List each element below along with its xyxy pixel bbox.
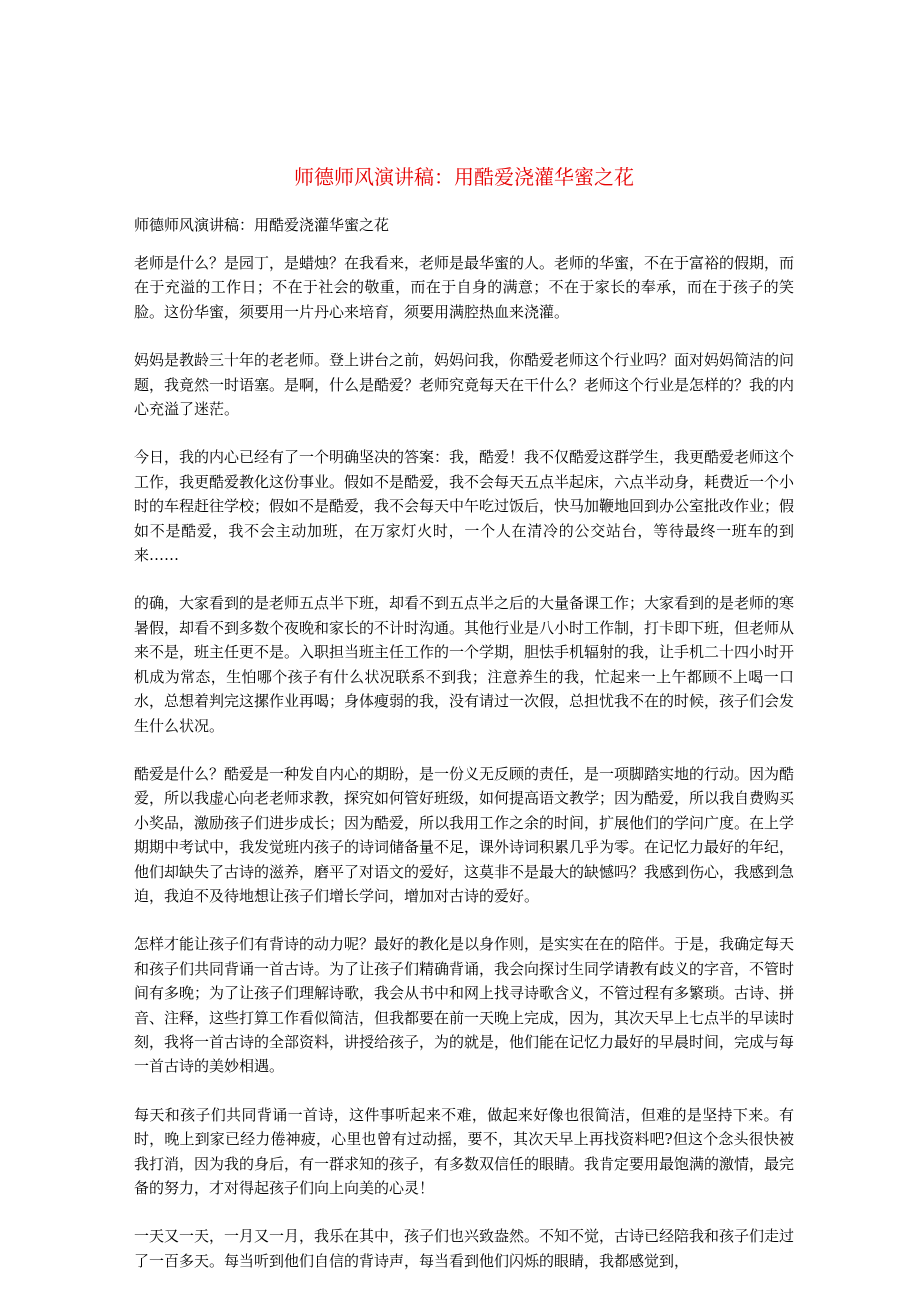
document-body <box>134 251 794 1297</box>
document-subtitle: 师德师风演讲稿：用酷爱浇灌华蜜之花 <box>134 216 390 234</box>
paragraph: 妈妈是教龄三十年的老老师。登上讲台之前，妈妈问我，你酷爱老师这个行业吗？面对妈妈简洁的问题，我竟然一时语塞。是啊，什么是酷爱？老师究竟每天在干什么？老师这个行业是怎样的？我的内心充溢了迷茫。 <box>134 351 795 419</box>
paragraph: 的确，大家看到的是老师五点半下班，却看不到五点半之后的大量备课工作；大家看到的是老师的寒暑假，却看不到多数个夜晚和家长的不计时沟通。其他行业是八小时工作制，打卡即下班，但老师从来不是，班主任更不是。入职担当班主任工作的一个学期，胆怯手机辐射的我，让手机二十四小时开机成为常态，生怕哪个孩子有什么状况联系不到我；注意养生的我，忙起来一上午都顾不上喝一口水，总想着判完这摞作业再喝；身体瘦弱的我，没有请过一次假，总担忧我不在的时候，孩子们会发生什么状况。 <box>134 594 795 735</box>
document-title: 师德师风演讲稿：用酷爱浇灌华蜜之花 <box>294 165 634 189</box>
paragraph: 酷爱是什么？酷爱是一种发自内心的期盼，是一份义无反顾的责任，是一项脚踏实地的行动。因为酷爱，所以我虚心向老老师求教，探究如何管好班级，如何提高语文教学；因为酷爱，所以我自费购买小奖品，激励孩子们进步成长；因为酷爱，所以我用工作之余的时间，扩展他们的学问广度。在上学期期中考试中，我发觉班内孩子的诗词储备量不足，课外诗词积累几乎为零。在记忆力最好的年纪，他们却缺失了古诗的滋养，磨平了对语文的爱好，这莫非不是最大的缺憾吗？我感到伤心，我感到急迫，我迫不及待地想让孩子们增长学问，增加对古诗的爱好。 <box>134 764 795 905</box>
paragraph: 怎样才能让孩子们有背诗的动力呢？最好的教化是以身作则，是实实在在的陪伴。于是，我确定每天和孩子们共同背诵一首古诗。为了让孩子们精确背诵，我会向探讨生同学请教有歧义的字音，不管时间有多晚；为了让孩子们理解诗歌，我会从书中和网上找寻诗歌含义，不管过程有多繁琐。古诗、拼音、注释，这些打算工作看似简洁，但我都要在前一天晚上完成，因为，其次天早上七点半的早读时刻，我将一首古诗的全部资料，讲授给孩子，为的就是，他们能在记忆力最好的早晨时间，完成与每一首古诗的美妙相遇。 <box>134 935 795 1076</box>
paragraph: 今日，我的内心已经有了一个明确坚决的答案：我，酷爱！我不仅酷爱这群学生，我更酷爱老师这个工作，我更酷爱教化这份事业。假如不是酷爱，我不会每天五点半起床，六点半动身，耗费近一个小时的车程赶往学校；假如不是酷爱，我不会每天中午吃过饭后，快马加鞭地回到办公室批改作业；假如不是酷爱，我不会主动加班，在万家灯火时，一个人在清冷的公交站台，等待最终一班车的到来…… <box>134 448 795 565</box>
paragraph: 每天和孩子们共同背诵一首诗，这件事听起来不难，做起来好像也很简洁，但难的是坚持下来。有时，晚上到家已经力倦神疲，心里也曾有过动摇，要不，其次天早上再找资料吧?但这个念头很快被我打消，因为我的身后，有一群求知的孩子，有多数双信任的眼睛。我肯定要用最饱满的激情，最完备的努力，才对得起孩子们向上向美的心灵！ <box>134 1105 795 1197</box>
paragraph: 老师是什么？是园丁，是蜡烛？在我看来，老师是最华蜜的人。老师的华蜜，不在于富裕的假期，而在于充溢的工作日；不在于社会的敬重，而在于自身的满意；不在于家长的奉承，而在于孩子的笑脸。这份华蜜，须要用一片丹心来培育，须要用满腔热血来浇灌。 <box>134 254 795 321</box>
paragraph: 一天又一天，一月又一月，我乐在其中，孩子们也兴致盎然。不知不觉，古诗已经陪我和孩子们走过了一百多天。每当听到他们自信的背诗声，每当看到他们闪烁的眼睛，我都感觉到， <box>134 1227 795 1270</box>
